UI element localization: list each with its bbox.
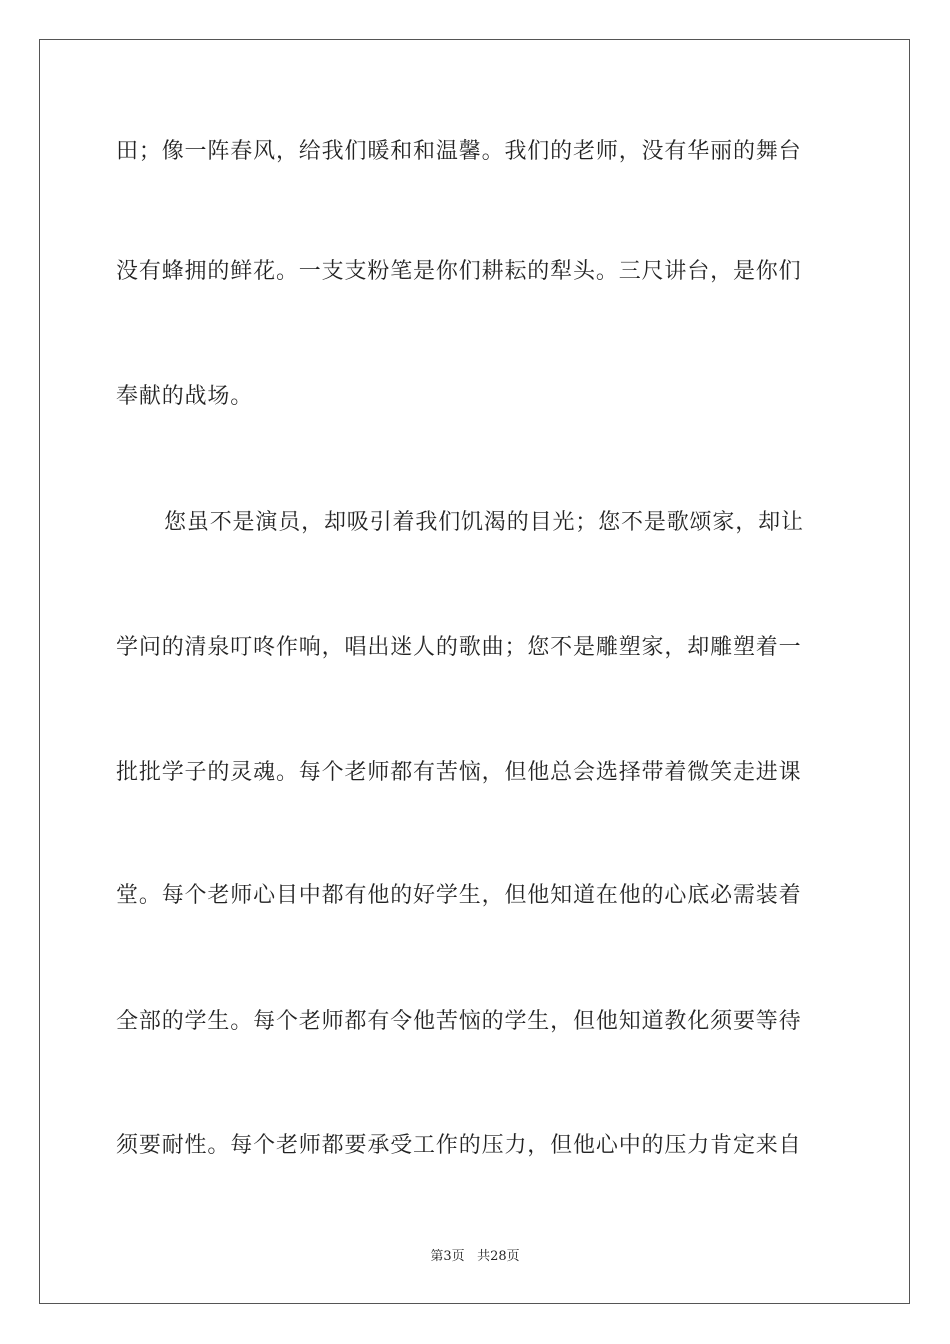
page-footer xyxy=(0,1247,950,1267)
text-line-6: 批批学子的灵魂。每个老师都有苦恼，但他总会选择带着微笑走进课 xyxy=(116,760,802,785)
text-line-9: 须要耐性。每个老师都要承受工作的压力，但他心中的压力肯定来自 xyxy=(116,1133,802,1158)
page-total: 共28页 xyxy=(477,1249,520,1264)
text-line-1: 田；像一阵春风，给我们暖和和温馨。我们的老师，没有华丽的舞台 xyxy=(116,139,802,164)
text-line-8: 全部的学生。每个老师都有令他苦恼的学生，但他知道教化须要等待 xyxy=(116,1009,802,1034)
text-line-7: 堂。每个老师心目中都有他的好学生，但他知道在他的心底必需装着 xyxy=(116,883,802,908)
page-border xyxy=(39,39,910,1304)
text-line-3: 奉献的战场。 xyxy=(116,384,254,409)
text-line-4: 您虽不是演员，却吸引着我们饥渴的目光；您不是歌颂家，却让 xyxy=(164,510,804,535)
text-line-5: 学问的清泉叮咚作响，唱出迷人的歌曲；您不是雕塑家，却雕塑着一 xyxy=(116,635,802,660)
page-number: 第3页 xyxy=(430,1249,465,1264)
text-line-2: 没有蜂拥的鲜花。一支支粉笔是你们耕耘的犁头。三尺讲台，是你们 xyxy=(116,259,802,284)
